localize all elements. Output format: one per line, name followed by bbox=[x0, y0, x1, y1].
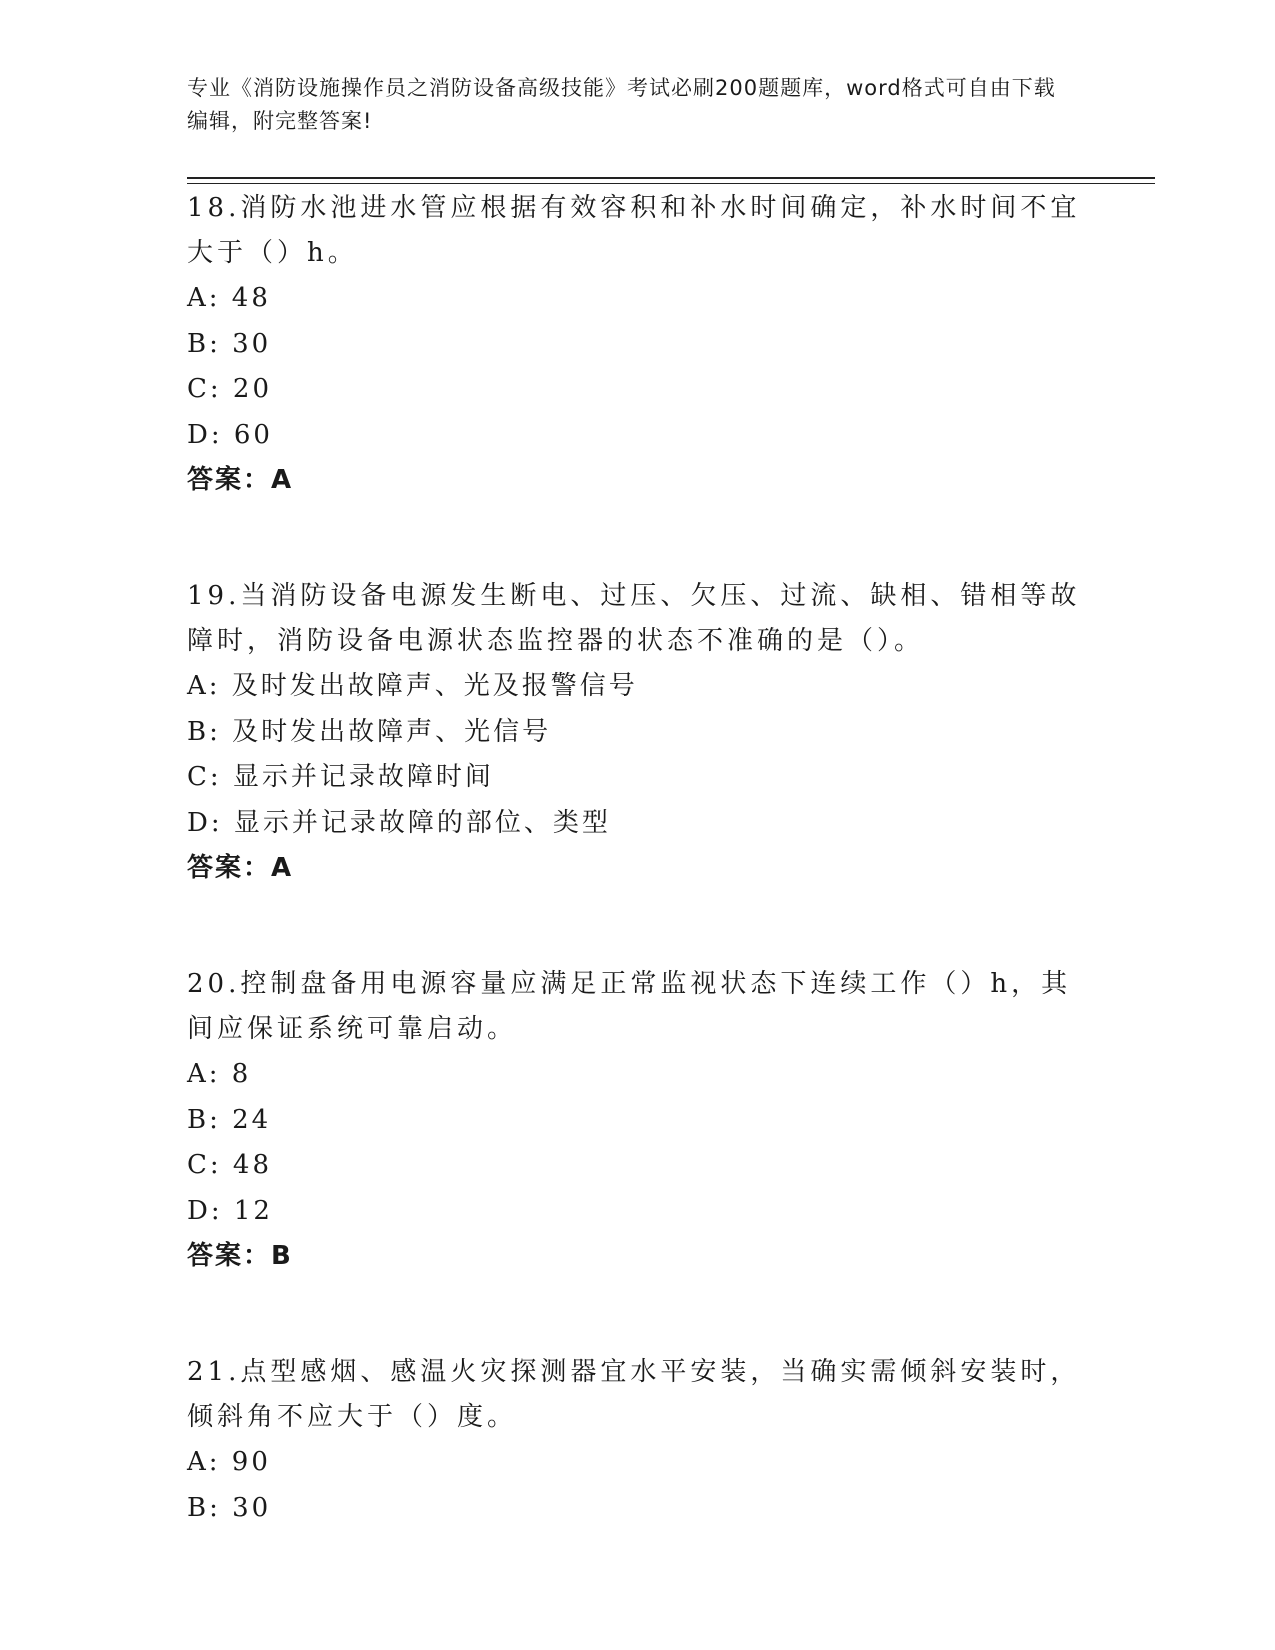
option-b: B: 30 bbox=[187, 1492, 272, 1523]
option-b: B: 及时发出故障声、光信号 bbox=[187, 716, 552, 747]
answer: 答案：B bbox=[187, 1241, 293, 1271]
option-a: A: 8 bbox=[187, 1059, 252, 1089]
option-a: A: 48 bbox=[187, 283, 271, 313]
option-a: A: 及时发出故障声、光及报警信号 bbox=[187, 671, 638, 701]
option-b: B: 24 bbox=[187, 1104, 272, 1135]
option-c: C: 20 bbox=[187, 374, 273, 404]
question-list bbox=[187, 186, 1087, 1531]
option-a: A: 90 bbox=[187, 1447, 271, 1477]
answer: 答案：A bbox=[187, 853, 294, 883]
question-stem: 18.消防水池进水管应根据有效容积和补水时间确定，补水时间不宜大于（）h。 bbox=[187, 193, 1081, 268]
option-d: D: 12 bbox=[187, 1195, 273, 1226]
option-d: D: 显示并记录故障的部位、类型 bbox=[187, 807, 611, 838]
answer: 答案：A bbox=[187, 465, 294, 495]
option-c: C: 48 bbox=[187, 1150, 273, 1180]
question-20 bbox=[187, 962, 1087, 1279]
question-18 bbox=[187, 186, 1087, 503]
question-21 bbox=[187, 1350, 1087, 1531]
question-stem: 21.点型感烟、感温火灾探测器宜水平安装，当确实需倾斜安装时，倾斜角不应大于（）度。 bbox=[187, 1357, 1081, 1432]
question-19 bbox=[187, 574, 1087, 891]
option-b: B: 30 bbox=[187, 328, 272, 359]
question-stem: 19.当消防设备电源发生断电、过压、欠压、过流、缺相、错相等故障时，消防设备电源状态监控器的状态不准确的是（）。 bbox=[187, 581, 1081, 656]
option-c: C: 显示并记录故障时间 bbox=[187, 762, 494, 792]
question-stem: 20.控制盘备用电源容量应满足正常监视状态下连续工作（）h，其间应保证系统可靠启动。 bbox=[187, 969, 1072, 1044]
header-divider-thick bbox=[187, 177, 1155, 179]
document-header: 专业《消防设施操作员之消防设备高级技能》考试必刷200题题库，word格式可自由下载编辑，附完整答案! bbox=[187, 76, 1056, 133]
header-divider-thin bbox=[187, 183, 1155, 184]
option-d: D: 60 bbox=[187, 419, 273, 450]
